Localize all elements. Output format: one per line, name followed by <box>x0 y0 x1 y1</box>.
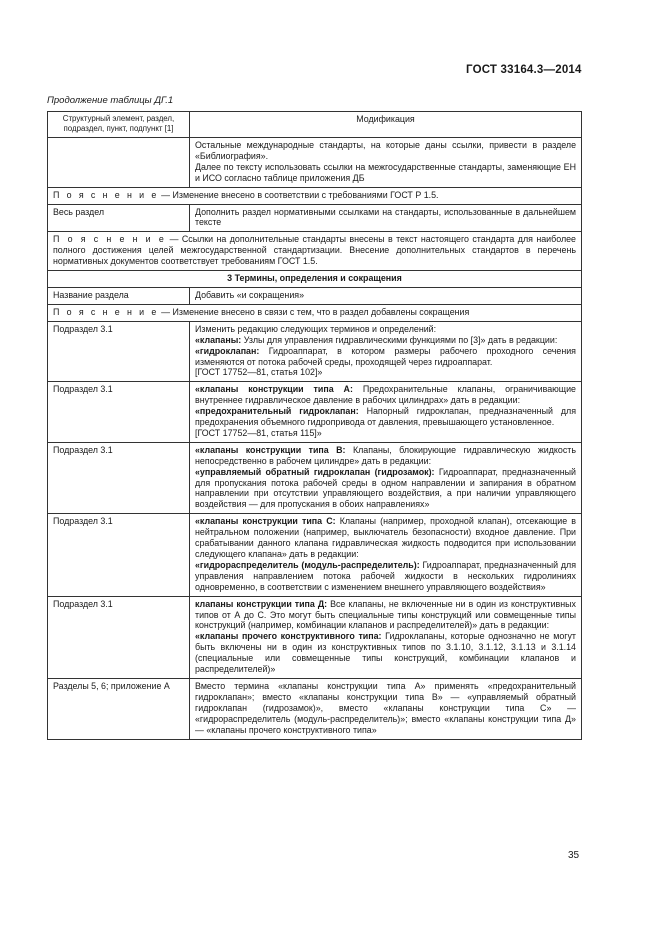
definition: Напорный гидроклапан, предназначенный для предохранения объемного гидропривода от давления, превышающего установленное. <box>195 406 577 428</box>
section-row <box>48 271 582 288</box>
note-label: П о я с н е н и е <box>53 234 167 245</box>
note-label: П о я с н е н и е <box>53 306 159 317</box>
table-row <box>48 321 582 382</box>
note-cell <box>48 232 582 271</box>
note-row <box>48 232 582 271</box>
term-definition <box>195 631 576 675</box>
note-text: — Изменение внесено в связи с тем, что в раздел добавлены сокращения <box>158 306 470 317</box>
row-element-cell: Разделы 5, 6; приложение А <box>48 678 190 739</box>
row-element-cell: Подраздел 3.1 <box>48 442 190 513</box>
term: «предохранительный гидроклапан: <box>195 406 359 417</box>
term: клапаны конструкции типа Д: <box>195 598 328 609</box>
row-element-cell: Весь раздел <box>48 204 190 232</box>
modification-paragraph: Далее по тексту использовать ссылки на межгосударственные стандарты, заменяющие ЕН и ИСО согласно таблице приложения ДБ <box>195 161 576 183</box>
note-text: — Ссылки на дополнительные стандарты внесены в текст настоящего стандарта для наиболее полного достижения целей межгосударственной стандартизации. Внесение дополнительных стандартов в перечень нормативных документов соответствует требованиям ГОСТ 1.5. <box>53 234 576 267</box>
term: «управляемый обратный гидроклапан (гидрозамок): <box>195 466 435 477</box>
term: «гидрораспределитель (модуль-распределитель): <box>195 559 420 570</box>
row-element-cell: Подраздел 3.1 <box>48 596 190 678</box>
table-row <box>48 596 582 678</box>
row-element-cell: Подраздел 3.1 <box>48 382 190 443</box>
reference: [ГОСТ 17752—81, статья 102]» <box>195 367 323 378</box>
note-cell <box>48 304 582 321</box>
row-element-cell <box>48 138 190 188</box>
term: «гидроклапан: <box>195 345 260 356</box>
term-definition <box>195 384 576 406</box>
row-element-cell: Подраздел 3.1 <box>48 321 190 382</box>
term: «клапаны: <box>195 334 242 345</box>
definition: Гидроаппарат, предназначенный для управления направлением потока рабочей жидкости в нескольких гидролиниях одновременно, в соответствии с изменением внешнего управляющего воздействия» <box>195 559 576 592</box>
definition: Узлы для управления гидравлическими функциями по [3]» дать в редакции: <box>241 334 558 345</box>
section-title: 3 Термины, определения и сокращения <box>48 271 582 288</box>
row-modification-cell <box>190 138 582 188</box>
row-modification-cell: Дополнить раздел нормативными ссылками на стандарты, использованные в дальнейшем тексте <box>190 204 582 232</box>
table-row <box>48 678 582 739</box>
row-modification-cell: Добавить «и сокращения» <box>190 287 582 304</box>
table-row <box>48 382 582 443</box>
standard-designation: ГОСТ 33164.3—2014 <box>466 64 582 76</box>
modification-intro: Изменить редакцию следующих терминов и определений: <box>195 323 437 334</box>
note-label: П о я с н е н и е <box>53 189 159 200</box>
note-text: — Изменение внесено в соответствии с требованиями ГОСТ Р 1.5. <box>158 189 439 200</box>
row-element-cell: Подраздел 3.1 <box>48 514 190 596</box>
table-row <box>48 287 582 304</box>
term-definition <box>195 560 576 593</box>
term-definition <box>195 335 576 346</box>
row-modification-cell <box>190 442 582 513</box>
row-element-cell: Название раздела <box>48 287 190 304</box>
table-row <box>48 204 582 232</box>
table-caption: Продолжение таблицы ДГ.1 <box>47 95 174 106</box>
row-modification-cell <box>190 321 582 382</box>
term: «клапаны конструкции типа А: <box>195 384 353 395</box>
row-modification-cell <box>190 382 582 443</box>
term-definition <box>195 346 576 368</box>
term-definition <box>195 467 576 511</box>
row-modification-cell: Вместо термина «клапаны конструкции типа А» применять «предохранительный гидроклапан»; вместо «клапаны конструкции типа В» — «управляемый обратный гидроклапан (гидрозамок)», вместо «клапаны конструкции типа С» — «гидрораспределитель (модуль-распределитель)»; вместо «клапаны конструкции типа Д» — «клапаны прочего конструктивного типа» <box>190 678 582 739</box>
page-number: 35 <box>568 850 580 861</box>
definition: Предохранительные клапаны, ограничивающие внутреннее гидравлическое давление в рабочих цилиндрах» дать в редакции: <box>195 384 576 406</box>
note-row <box>48 187 582 204</box>
table-row <box>48 442 582 513</box>
term-definition <box>195 516 576 560</box>
term: «клапаны конструкции типа В: <box>195 444 346 455</box>
note-cell <box>48 187 582 204</box>
header-modification: Модификация <box>190 112 582 138</box>
definition: Гидроаппарат, предназначенный для пропускания потока рабочей среды в одном направлении и запирания в обратном направлении при отсутствии управляющего воздействия, а при наличии управляющего воздействия — для пропускания в обоих направлениях» <box>195 466 576 510</box>
row-modification-cell <box>190 596 582 678</box>
table-row <box>48 138 582 188</box>
definition: Гидроаппарат, в котором размеры рабочего проходного сечения изменяются от потока рабочей среды, проходящей через гидроаппарат. <box>195 345 576 367</box>
table-header-row <box>48 112 582 138</box>
definition: Гидроклапаны, которые однозначно не могут быть включены ни в один из конструктивных типов по 3.1.10, 3.1.12, 3.1.13 и 3.1.14 (специальные или совмещенные типы конструкций, комбинации клапанов и распределителей)» <box>195 631 576 675</box>
definition: Клапаны, блокирующие гидравлическую жидкость непосредственно в рабочем цилиндре» дать в редакции: <box>195 444 576 466</box>
term-definition <box>195 406 576 428</box>
term: «клапаны конструкции типа С: <box>195 516 336 527</box>
note-row <box>48 304 582 321</box>
term-definition <box>195 445 576 467</box>
header-structural-element: Структурный элемент, раздел, подраздел, пункт, подпункт [1] <box>48 112 190 138</box>
row-modification-cell <box>190 514 582 596</box>
reference: [ГОСТ 17752—81, статья 115]» <box>195 427 322 438</box>
definition: Все клапаны, не включенные ни в один из конструктивных типов от А до С. Это могут быть специальные типы конструкций или совмещенные типы конструкций (например, комбинации клапанов и распределителей)» дать в редакции: <box>195 598 576 631</box>
definition: Клапаны (например, проходной клапан), отсекающие в нейтральном положении (например, выключатель безопасности) входное давление. При срабатывании данного клапана гидравлическая жидкость подводится при использовании следующего клапана» дать в редакции: <box>195 516 576 559</box>
modification-paragraph: Остальные международные стандарты, на которые даны ссылки, привести в разделе «Библиография». <box>195 140 576 161</box>
modifications-table <box>47 111 582 740</box>
table-row <box>48 514 582 596</box>
term-definition <box>195 599 576 632</box>
term: «клапаны прочего конструктивного типа: <box>195 631 382 642</box>
